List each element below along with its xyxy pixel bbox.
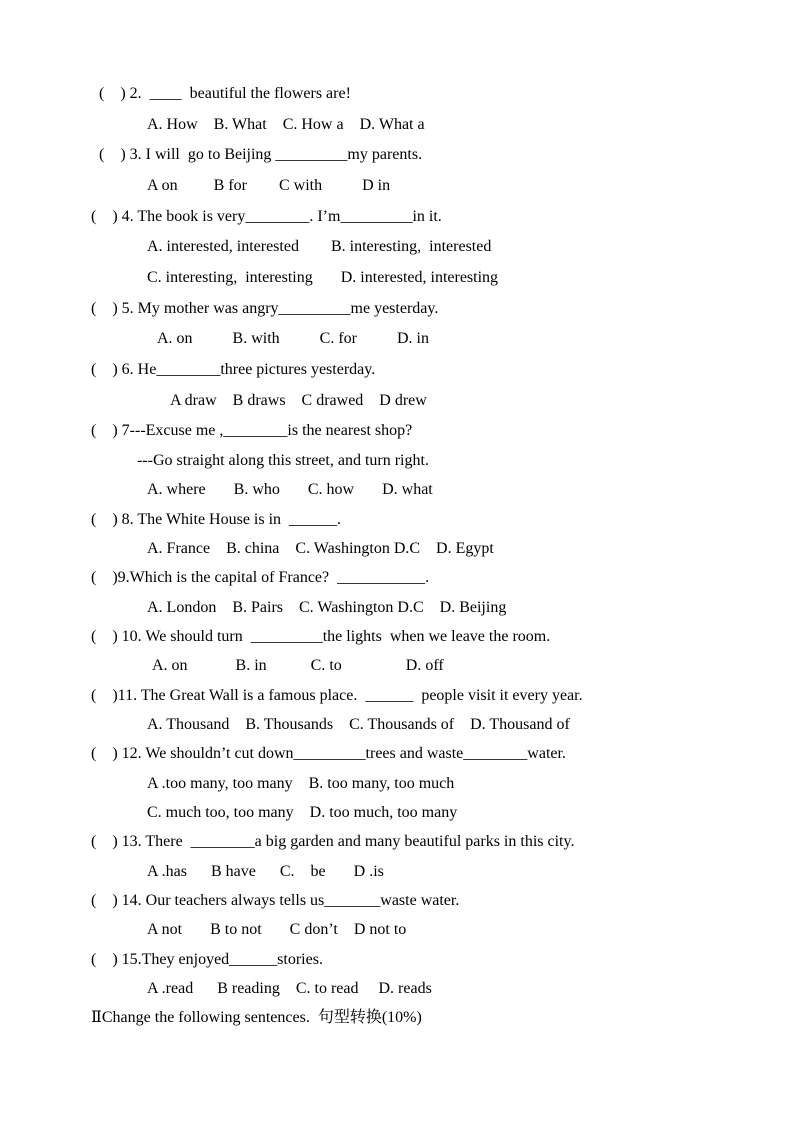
q10-options: A. on B. in C. to D. off — [152, 657, 444, 674]
q11-stem: ( )11. The Great Wall is a famous place. ______ people visit it every year. — [91, 687, 583, 704]
q14-stem: ( ) 14. Our teachers always tells us_______waste water. — [91, 892, 460, 909]
q12-options-row2: C. much too, too many D. too much, too many — [147, 804, 458, 821]
q12-stem: ( ) 12. We shouldn’t cut down_________trees and waste________water. — [91, 745, 566, 762]
section-2-heading: ⅡChange the following sentences. 句型转换(10%) — [91, 1009, 422, 1026]
q2-options: A. How B. What C. How a D. What a — [147, 116, 425, 133]
q15-options: A .read B reading C. to read D. reads — [147, 980, 432, 997]
q3-options: A on B for C with D in — [147, 177, 391, 194]
q9-options: A. London B. Pairs C. Washington D.C D. Beijing — [147, 599, 507, 616]
q2-stem: ( ) 2. ____ beautiful the flowers are! — [99, 85, 351, 102]
q13-options: A .has B have C. be D .is — [147, 863, 384, 880]
q4-options-row1: A. interested, interested B. interesting, interested — [147, 238, 492, 255]
q13-stem: ( ) 13. There ________a big garden and many beautiful parks in this city. — [91, 833, 575, 850]
q4-stem: ( ) 4. The book is very________. I’m_________in it. — [91, 208, 442, 225]
q10-stem: ( ) 10. We should turn _________the lights when we leave the room. — [91, 628, 551, 645]
q14-options: A not B to not C don’t D not to — [147, 921, 407, 938]
q5-stem: ( ) 5. My mother was angry_________me yesterday. — [91, 300, 439, 317]
q6-options: A draw B draws C drawed D drew — [170, 392, 427, 409]
q7-stem: ( ) 7---Excuse me ,________is the nearest shop? — [91, 422, 413, 439]
q12-options-row1: A .too many, too many B. too many, too much — [147, 775, 455, 792]
q3-stem: ( ) 3. I will go to Beijing _________my parents. — [99, 146, 423, 163]
q9-stem: ( )9.Which is the capital of France? ___________. — [91, 569, 430, 586]
q8-stem: ( ) 8. The White House is in ______. — [91, 511, 342, 528]
q7-stem-reply: ---Go straight along this street, and turn right. — [137, 452, 429, 469]
q11-options: A. Thousand B. Thousands C. Thousands of D. Thousand of — [147, 716, 570, 733]
q6-stem: ( ) 6. He________three pictures yesterday. — [91, 361, 376, 378]
q7-options: A. where B. who C. how D. what — [147, 481, 433, 498]
q15-stem: ( ) 15.They enjoyed______stories. — [91, 951, 323, 968]
q5-options: A. on B. with C. for D. in — [157, 330, 429, 347]
q8-options: A. France B. china C. Washington D.C D. Egypt — [147, 540, 494, 557]
q4-options-row2: C. interesting, interesting D. interested, interesting — [147, 269, 499, 286]
